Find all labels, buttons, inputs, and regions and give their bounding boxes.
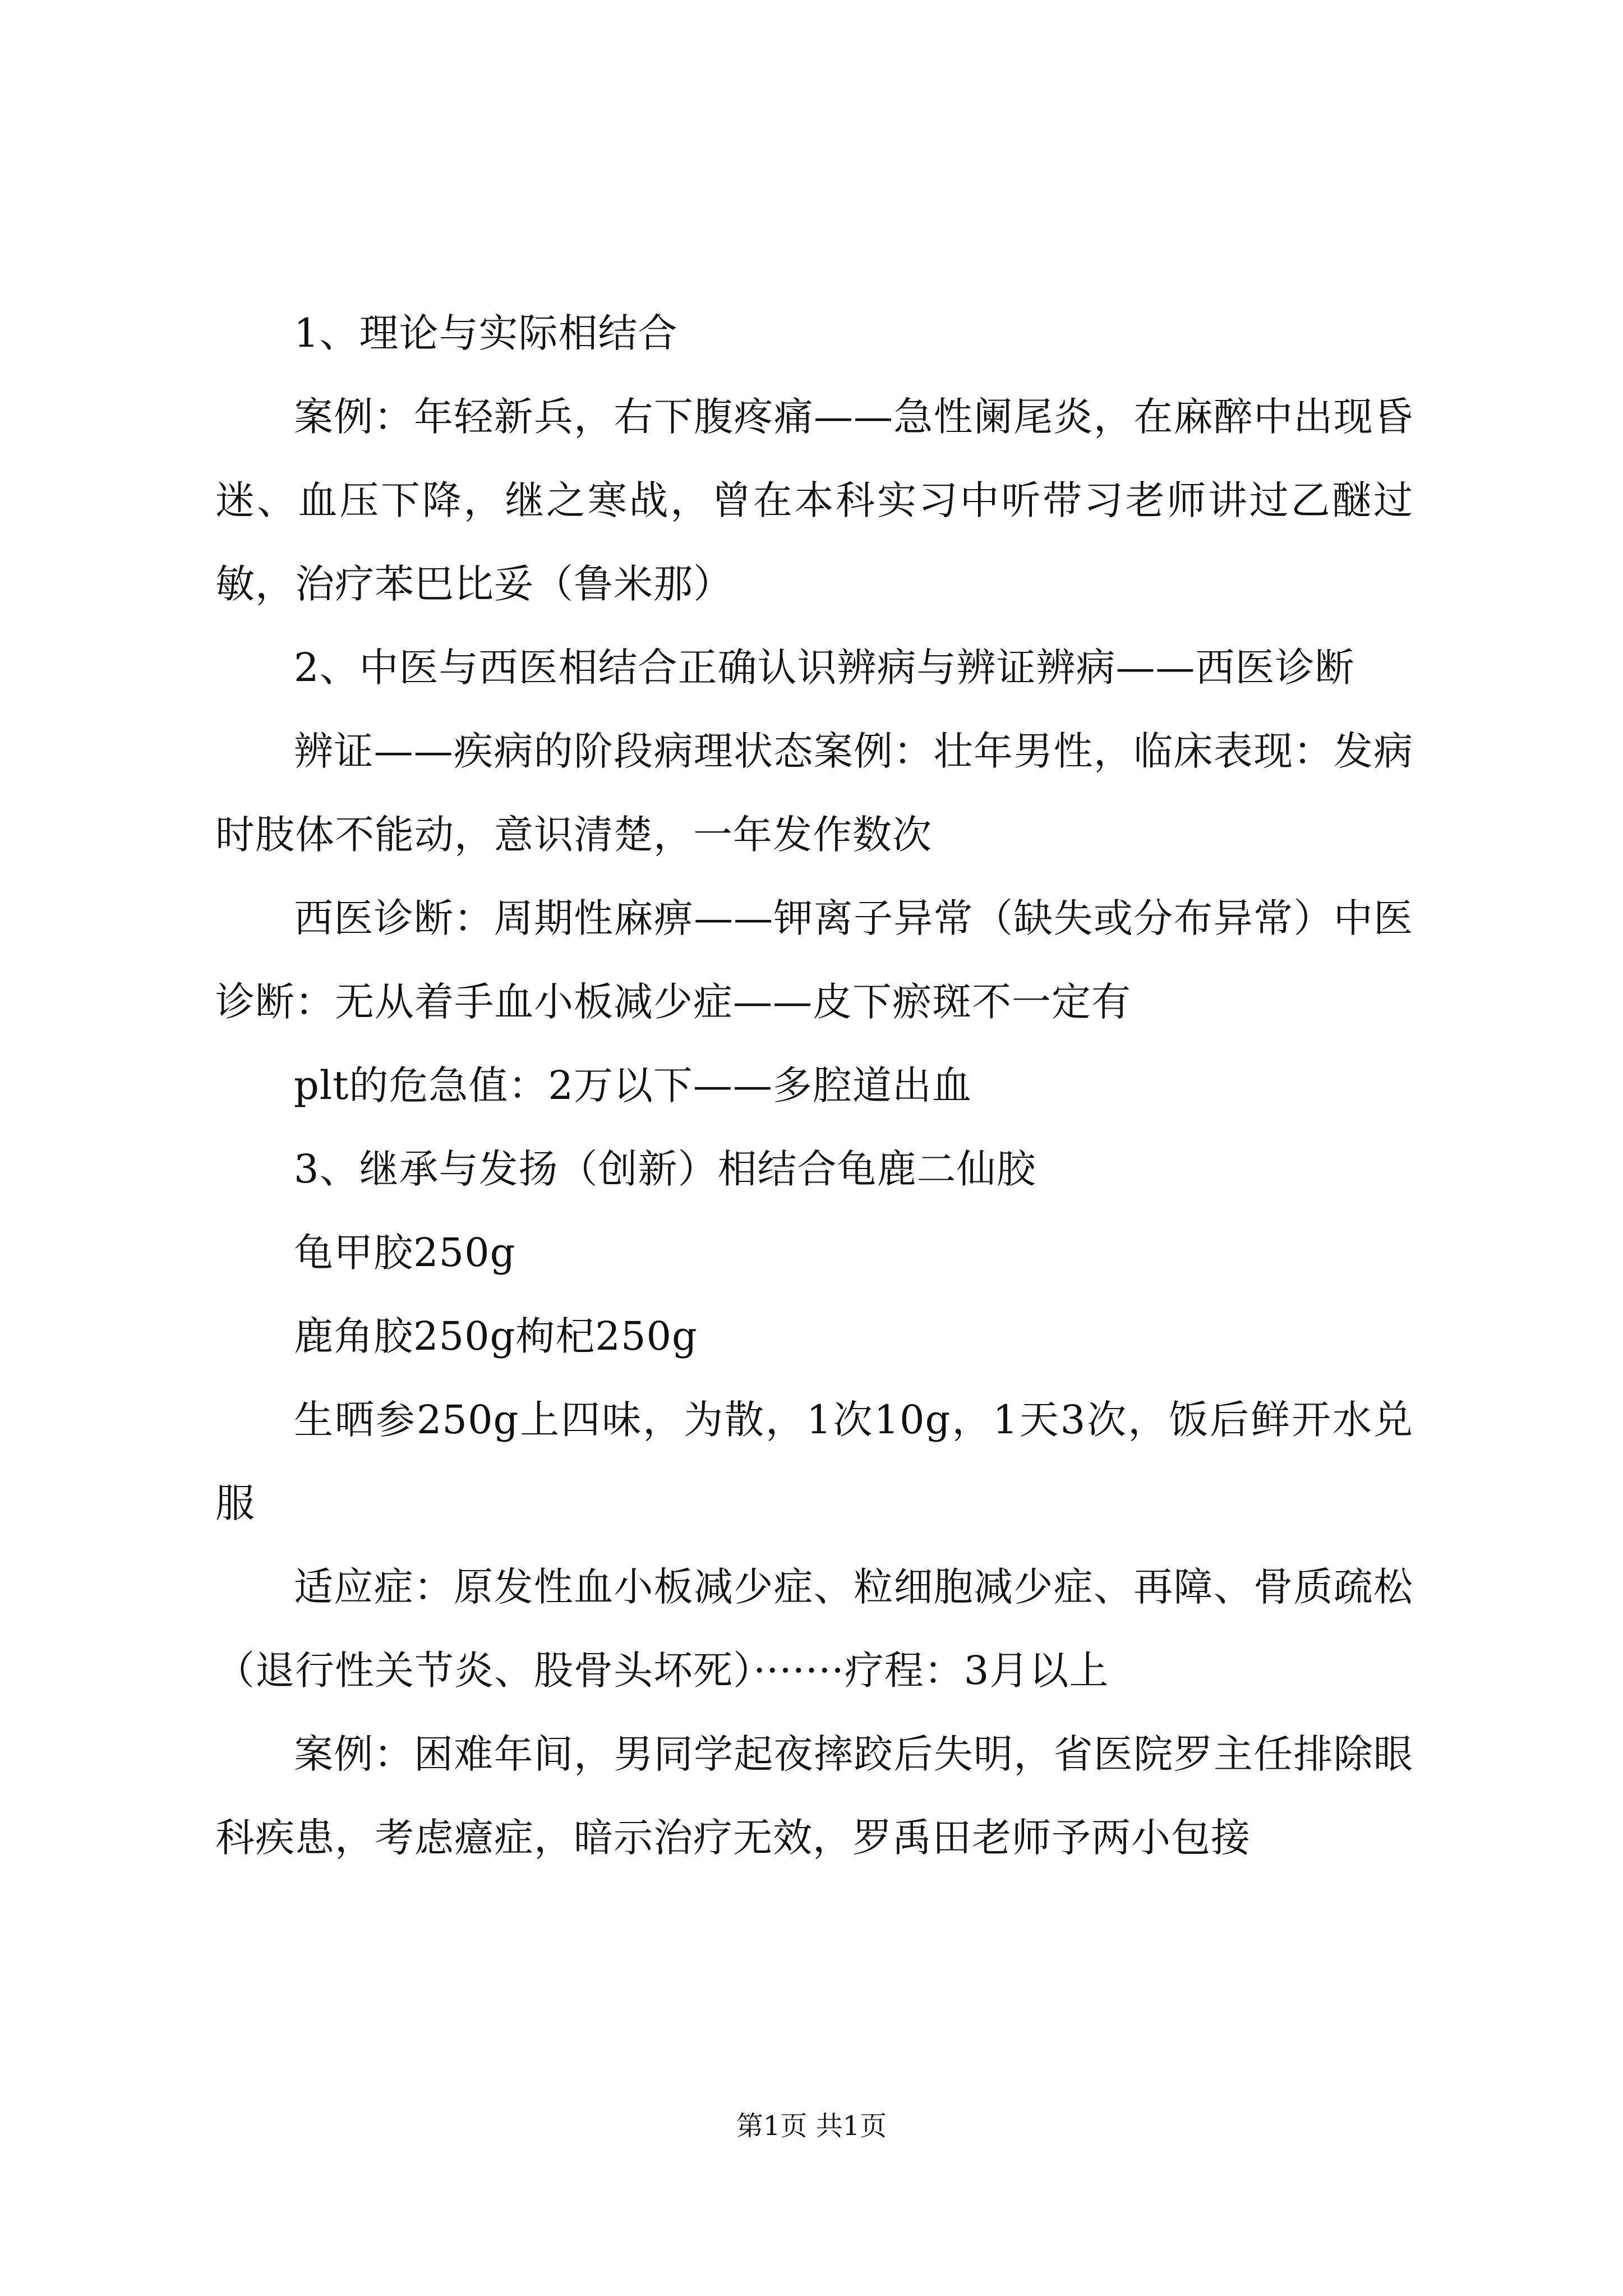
paragraph-heading-2: 2、中医与西医相结合正确认识辨病与辨证辨病——西医诊断 — [294, 645, 1355, 691]
paragraph-plt-critical: plt的危急值：2万以下——多腔道出血 — [294, 1062, 972, 1108]
paragraph-dosage: 生晒参250g上四味，为散，1次10g，1天3次，饭后鲜开水兑服 — [215, 1397, 1413, 1526]
paragraph-ingredient-1: 龟甲胶250g — [294, 1230, 516, 1276]
document-body — [215, 292, 1413, 1880]
paragraph-diagnosis: 西医诊断：周期性麻痹——钾离子异常（缺失或分布异常）中医诊断：无从着手血小板减少症——皮下瘀斑不一定有 — [215, 895, 1413, 1025]
paragraph-case-2: 辨证——疾病的阶段病理状态案例：壮年男性，临床表现：发病时肢体不能动，意识清楚，一年发作数次 — [215, 728, 1413, 858]
paragraph-heading-3: 3、继承与发扬（创新）相结合龟鹿二仙胶 — [294, 1146, 1036, 1192]
paragraph-heading-1: 1、理论与实际相结合 — [294, 310, 678, 356]
paragraph-ingredient-2: 鹿角胶250g枸杞250g — [294, 1313, 698, 1359]
page-footer: 第1页 共1页 — [736, 2110, 887, 2142]
paragraph-case-1: 案例：年轻新兵，右下腹疼痛——急性阑尾炎，在麻醉中出现昏迷、血压下降，继之寒战，曾在本科实习中听带习老师讲过乙醚过敏，治疗苯巴比妥（鲁米那） — [215, 394, 1413, 607]
paragraph-indications: 适应症：原发性血小板减少症、粒细胞减少症、再障、骨质疏松（退行性关节炎、股骨头坏死）·······疗程：3月以上 — [215, 1564, 1413, 1694]
paragraph-case-3: 案例：困难年间，男同学起夜摔跤后失明，省医院罗主任排除眼科疾患，考虑癔症，暗示治疗无效，罗禹田老师予两小包接 — [215, 1731, 1413, 1861]
